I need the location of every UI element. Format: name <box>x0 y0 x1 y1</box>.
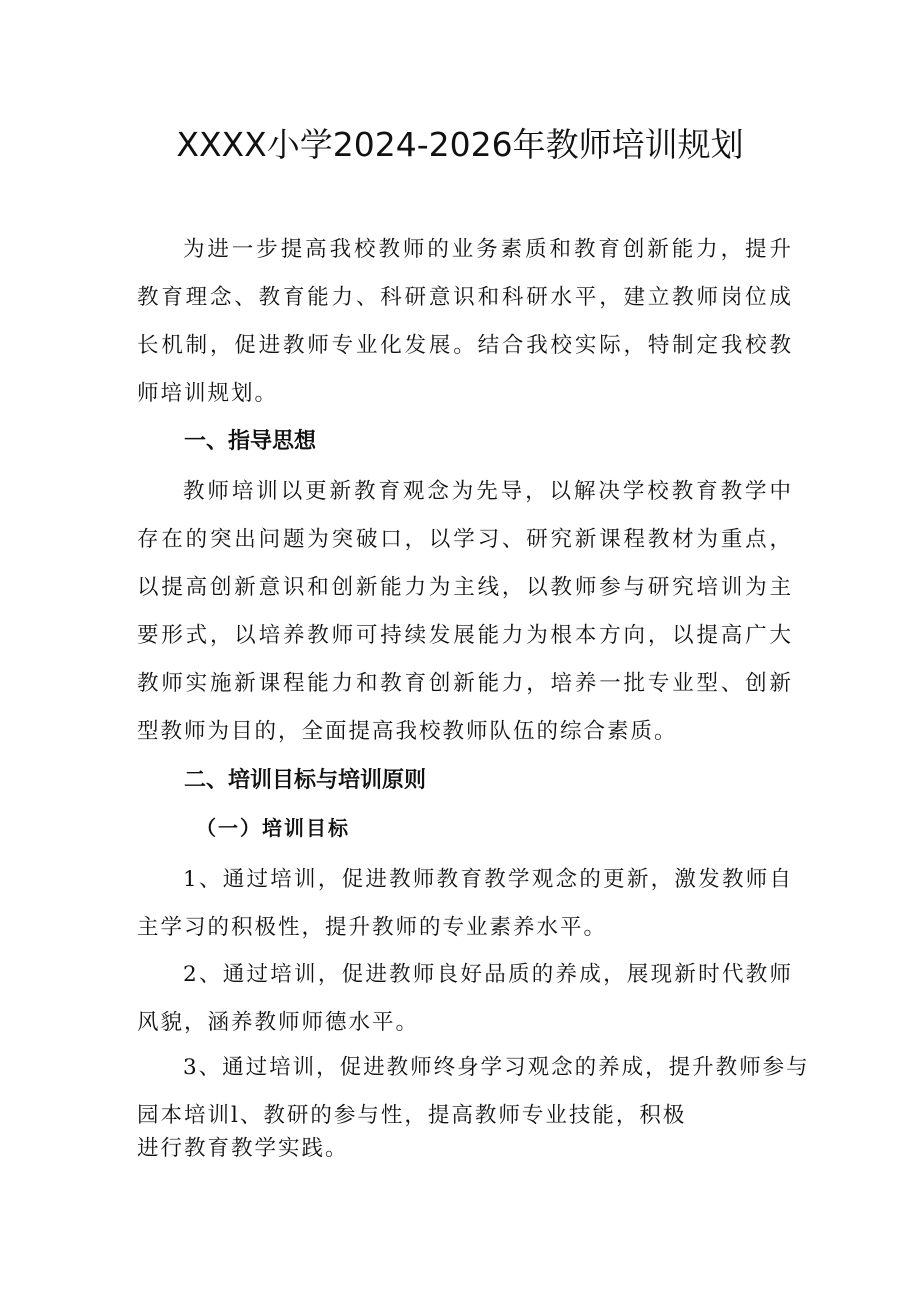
intro-paragraph: 为进一步提高我校教师的业务素质和教育创新能力，提升教育理念、教育能力、科研意识和科研水平，建立教师岗位成长机制，促进教师专业化发展。结合我校实际，特制定我校教师培训规划。 <box>137 237 793 406</box>
guiding-ideology-paragraph: 教师培训以更新教育观念为先导，以解决学校教育教学中存在的突出问题为突破口，以学习、研究新课程教材为重点，以提高创新意识和创新能力为主线，以教师参与研究培训为主要形式，以培养教师可持续发展能力为根本方向，以提高广大教师实施新课程能力和教育创新能力，培养一批专业型、创新型教师为目的，全面提高我校教师队伍的综合素质。 <box>137 479 793 744</box>
goal-item-1: 1、通过培训，促进教师教育教学观念的更新，激发教师自主学习的积极性，提升教师的专业素养水平。 <box>137 867 793 940</box>
section-heading-guiding-ideology: 一、指导思想 <box>184 429 317 454</box>
goal-item-3-line-1: 3、通过培训，促进教师终身学习观念的养成，提升教师参与 <box>183 1055 810 1080</box>
section-heading-training-goals: 二、培训目标与培训原则 <box>184 768 427 793</box>
goal-item-3-line-2: 园本培训l、教研的参与性，提高教师专业技能，积极 <box>137 1103 687 1128</box>
goal-item-2: 2、通过培训，促进教师良好品质的养成，展现新时代教师风貌，涵养教师师德水平。 <box>137 962 793 1035</box>
document-title: XXXX小学2024-2026年教师培训规划 <box>176 125 744 164</box>
subheading-training-goals: （一）培训目标 <box>196 816 350 840</box>
goal-item-3-line-3: 进行教育教学实践。 <box>137 1136 349 1161</box>
